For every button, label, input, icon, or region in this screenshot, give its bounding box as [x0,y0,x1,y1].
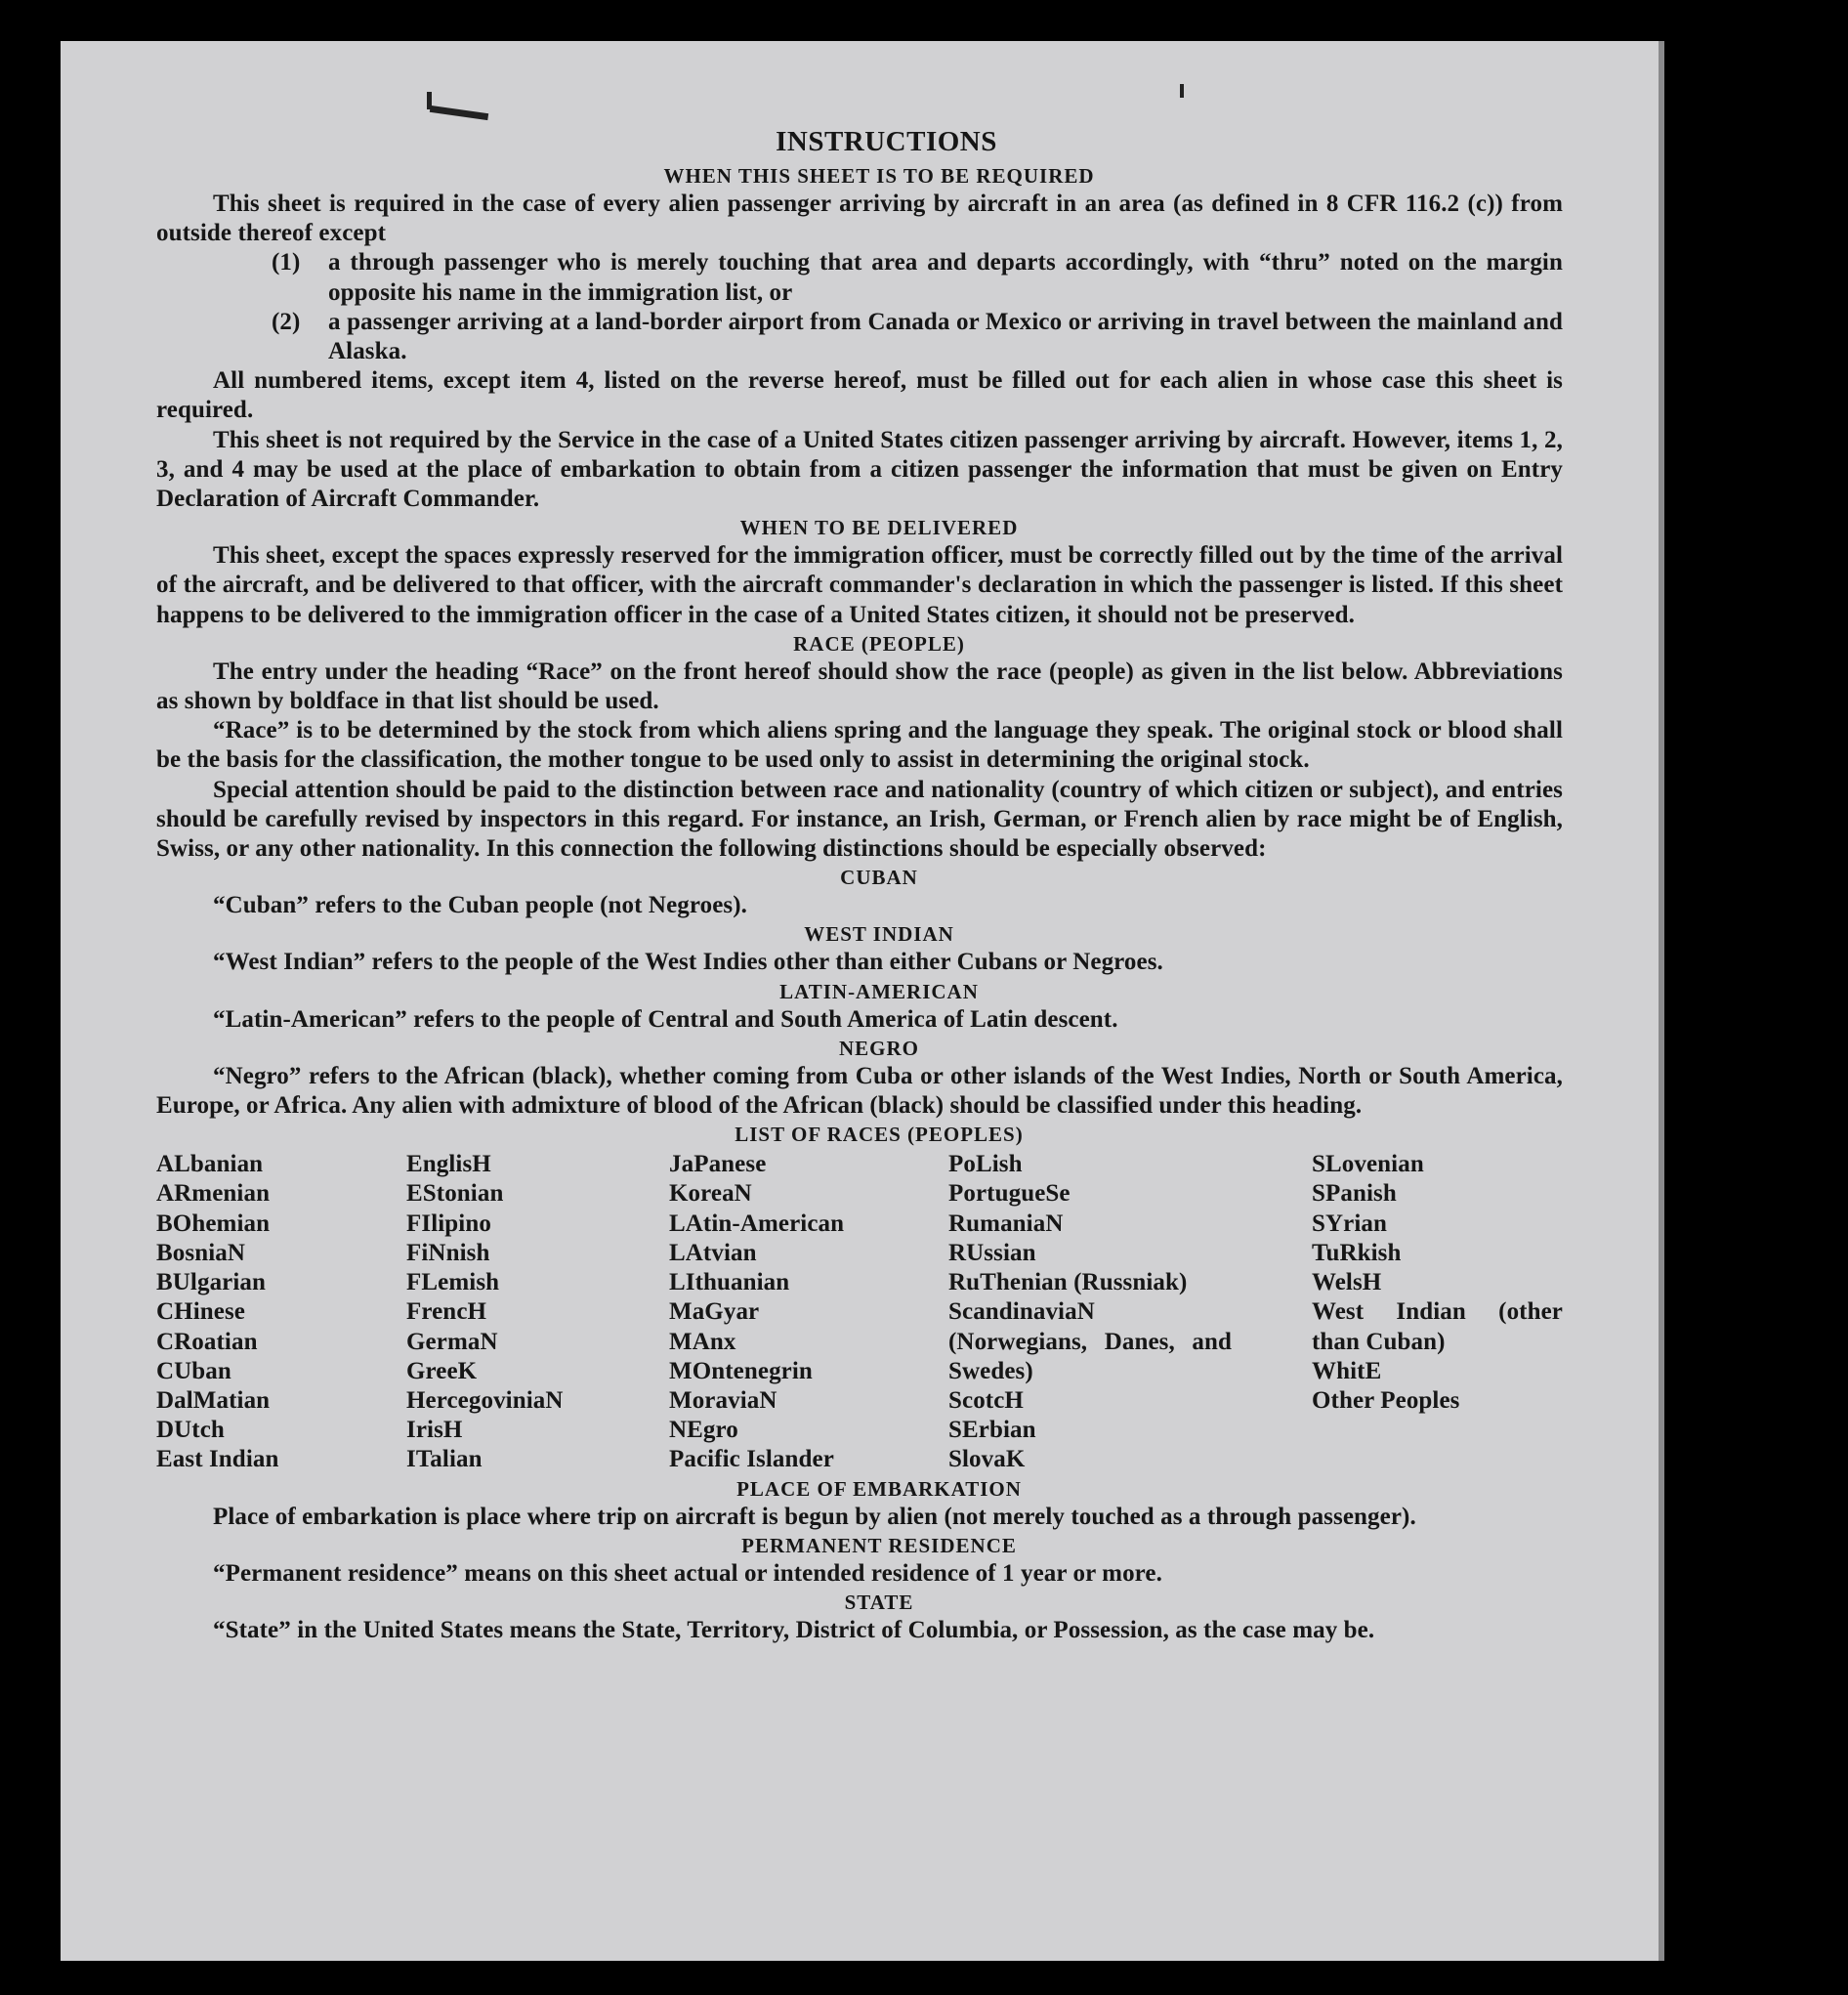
race-item: LAtin-American [669,1210,845,1237]
section-heading-race: RACE (PEOPLE) [793,631,965,656]
paragraph: This sheet, except the spaces expressly reserved for the immigration officer, must be correctly filled out by the time of the arrival of the aircraft, and be delivered to that officer, with the aircraft commander's declaration in which the passenger is listed. If this sheet happens to be delivered to the immigration officer in the case of a United States citizen, it should not be preserved. [156,542,1563,628]
race-item: MaGyar [669,1298,760,1326]
paragraph: “Latin-American” refers to the people of Central and South America of Latin descent. [213,1005,1118,1033]
race-item: DUtch [156,1417,225,1444]
races-column-5 [1312,1150,1563,1474]
race-item: SlovaK [948,1446,1026,1473]
section-heading-embarkation: PLACE OF EMBARKATION [736,1476,1022,1501]
race-item: BOhemian [156,1210,271,1237]
race-item: Pacific Islander [669,1446,834,1473]
race-item: SErbian [948,1417,1036,1444]
race-item: EStonian [406,1180,504,1208]
list-item [156,248,1563,307]
list-item [156,308,1563,366]
list-item-number: (2) [272,308,301,335]
race-item: ALbanian [156,1151,264,1178]
paragraph: “Cuban” refers to the Cuban people (not Negroes). [213,892,748,919]
paragraph: All numbered items, except item 4, listed on the reverse hereof, must be filled out for each alien in whose case this sheet is required. [156,367,1563,424]
races-column-2 [406,1150,669,1474]
section-heading-when-required: WHEN THIS SHEET IS TO BE REQUIRED [663,164,1095,188]
race-item: SLovenian [1312,1151,1424,1178]
section-heading-cuban: CUBAN [840,866,918,890]
section-heading-latin-american: LATIN-AMERICAN [779,979,979,1003]
races-column-3 [669,1150,948,1474]
paragraph: “Race” is to be determined by the stock from which aliens spring and the language they speak. The original stock or blood shall be the basis for the classification, the mother tongue to be used only to assist in determining the original stock. [156,717,1563,774]
race-item: MOntenegrin [669,1357,813,1384]
section-heading-when-delivered: WHEN TO BE DELIVERED [739,516,1019,540]
race-item: MoraviaN [669,1386,777,1414]
race-item: BUlgarian [156,1269,267,1296]
race-item: FiNnish [406,1239,490,1266]
list-item-number: (1) [272,249,301,276]
race-item: RumaniaN [948,1210,1064,1237]
document-page [61,41,1659,1961]
race-item: ARmenian [156,1180,271,1208]
race-item: West Indian (other than Cuban) [1312,1298,1563,1355]
race-item: NEgro [669,1417,738,1444]
paragraph: This sheet is not required by the Service in the case of a United States citizen passenger arriving by aircraft. However, items 1, 2, 3, and 4 may be used at the place of embarkation to obtain from a citizen passenger the information that must be given on Entry Declaration of Aircraft Commander. [156,426,1563,513]
race-item: BosniaN [156,1239,246,1266]
race-item: CUban [156,1357,231,1384]
section-heading-list-of-races: LIST OF RACES (PEOPLES) [735,1123,1024,1147]
scan-smudge [1180,84,1184,98]
section-heading-state: STATE [844,1590,914,1614]
race-item: Other Peoples [1312,1386,1460,1414]
race-item: PortugueSe [948,1180,1071,1208]
paragraph: Place of embarkation is place where trip on aircraft is begun by alien (not merely touched as a through passenger). [213,1503,1416,1530]
race-item: RUssian [948,1239,1036,1266]
race-item: HercegoviniaN [406,1386,564,1414]
race-item: DalMatian [156,1386,271,1414]
race-item: KoreaN [669,1180,752,1208]
races-column-1 [156,1150,406,1474]
race-item: CHinese [156,1298,245,1326]
race-item: FrencH [406,1298,487,1326]
race-item: GermaN [406,1328,498,1355]
page-title: INSTRUCTIONS [776,126,997,157]
paragraph: “Permanent residence” means on this sheet actual or intended residence of 1 year or more. [213,1559,1162,1587]
section-heading-negro: NEGRO [838,1036,919,1060]
race-item: IrisH [406,1417,463,1444]
paragraph: “State” in the United States means the State, Territory, District of Columbia, or Possession, as the case may be. [213,1616,1375,1643]
race-item: EnglisH [406,1151,491,1178]
race-item: LIthuanian [669,1269,790,1296]
races-table [156,1150,1563,1474]
list-item-text: a through passenger who is merely touching that area and departs accordingly, with “thru” noted on the margin opposite his name in the immigration list, or [328,249,1563,306]
race-item: TuRkish [1312,1239,1402,1266]
instructions-content [156,121,1563,1645]
race-item: CRoatian [156,1328,258,1355]
paragraph: “Negro” refers to the African (black), whether coming from Cuba or other islands of the West Indies, North or South America, Europe, or Africa. Any alien with admixture of blood of the African (black) should be classified under this heading. [156,1062,1563,1120]
race-item: GreeK [406,1357,478,1384]
section-heading-west-indian: WEST INDIAN [804,922,954,947]
list-item-text: a passenger arriving at a land-border airport from Canada or Mexico or arriving in travel between the mainland and Alaska. [328,308,1563,365]
race-item: WelsH [1312,1269,1382,1296]
race-item: RuThenian (Russniak) [948,1269,1188,1296]
race-item: LAtvian [669,1239,757,1266]
races-column-4 [948,1150,1232,1474]
section-heading-permanent-residence: PERMANENT RESIDENCE [741,1533,1017,1557]
page-edge-shadow [1659,41,1664,1961]
scan-smudge [430,106,488,120]
paragraph: The entry under the heading “Race” on the front hereof should show the race (people) as given in the list below. Abbreviations as shown by boldface in that list should be used. [156,658,1563,715]
race-item: SYrian [1312,1210,1388,1237]
scan-smudge [427,92,432,109]
paragraph: Special attention should be paid to the distinction between race and nationality (country of which citizen or subject), and entries should be carefully revised by inspectors in this regard. For instance, an Irish, German, or French alien by race might be of English, Swiss, or any other nationality. In this connection the following distinctions should be especially observed: [156,776,1563,863]
paragraph: This sheet is required in the case of every alien passenger arriving by aircraft in an area (as defined in 8 CFR 116.2 (c)) from outside thereof except [156,191,1563,247]
race-item: East Indian [156,1446,279,1473]
race-item: SPanish [1312,1180,1397,1208]
race-item: ScandinaviaN (Norwegians, Danes, and Swedes) [948,1298,1232,1384]
race-item: JaPanese [669,1151,767,1178]
race-item: ITalian [406,1446,483,1473]
race-item: PoLish [948,1151,1023,1178]
race-item: MAnx [669,1328,736,1355]
race-item: FLemish [406,1269,500,1296]
race-item: ScotcH [948,1386,1024,1414]
race-item: FIlipino [406,1210,491,1237]
race-item: WhitE [1312,1357,1382,1384]
paragraph: “West Indian” refers to the people of the West Indies other than either Cubans or Negroes. [213,949,1163,976]
